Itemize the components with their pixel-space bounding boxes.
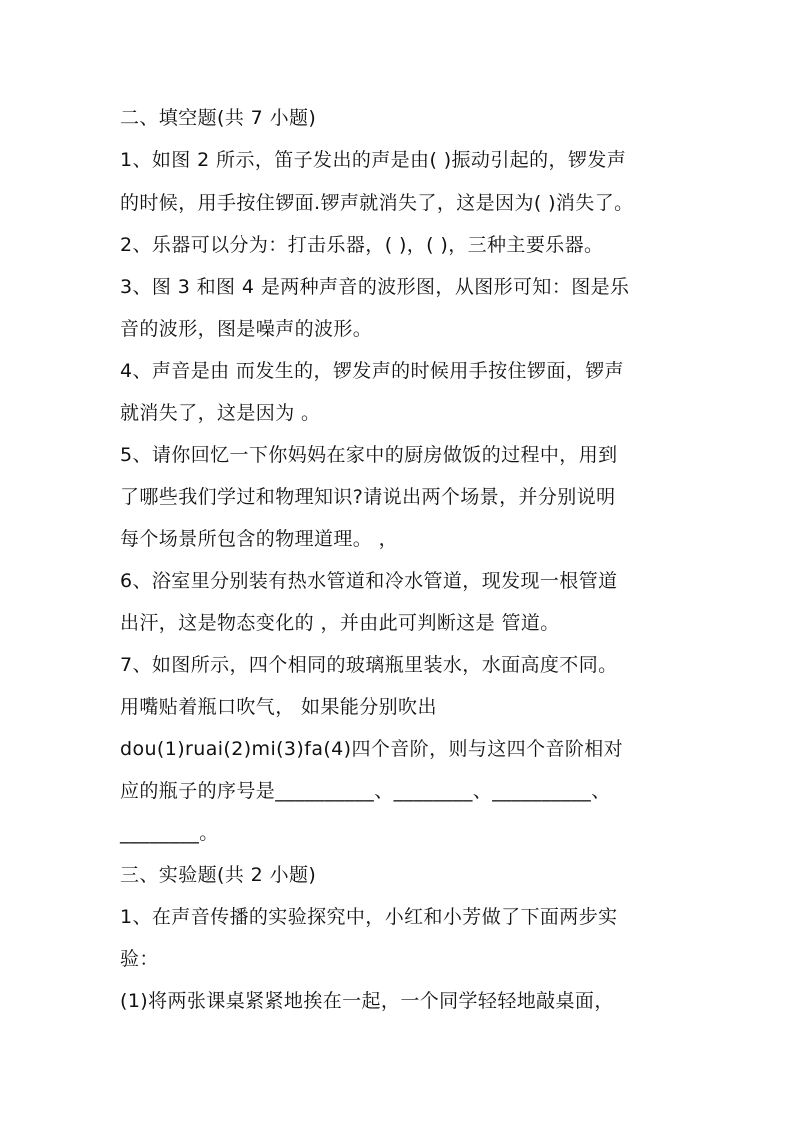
question-7-line-3: dou(1)ruai(2)mi(3)fa(4)四个音阶，则与这四个音阶相对 <box>120 738 624 760</box>
question-7-line-1: 7、如图所示，四个相同的玻璃瓶里装水，水面高度不同。 <box>120 654 618 676</box>
experiment-1-line-2: 验： <box>120 948 159 970</box>
question-3-line-2: 音的波形，图是噪声的波形。 <box>120 318 373 340</box>
experiment-1-line-3: (1)将两张课桌紧紧地挨在一起，一个同学轻轻地敲桌面， <box>120 990 614 1012</box>
question-5-line-1: 5、请你回忆一下你妈妈在家中的厨房做饭的过程中，用到 <box>120 444 618 466</box>
question-7-line-4: 应的瓶子的序号是__________、________、__________、 <box>120 780 611 802</box>
question-1-line-2: 的时候，用手按住锣面.锣声就消失了，这是因为( )消失了。 <box>120 192 634 214</box>
question-7-line-5: ________。 <box>120 822 219 844</box>
question-2-line-1: 2、乐器可以分为：打击乐器，( )，( )，三种主要乐器。 <box>120 234 604 256</box>
question-3-line-1: 3、图 3 和图 4 是两种声音的波形图，从图形可知：图是乐 <box>120 276 630 298</box>
section-heading-experiment: 三、实验题(共 2 小题) <box>120 864 317 886</box>
question-6-line-2: 出汗，这是物态变化的 ，并由此可判断这是 管道。 <box>120 612 560 634</box>
question-6-line-1: 6、浴室里分别装有热水管道和冷水管道，现发现一根管道 <box>120 570 618 592</box>
question-5-line-2: 了哪些我们学过和物理知识?请说出两个场景，并分别说明 <box>120 486 616 508</box>
question-4-line-1: 4、声音是由 而发生的，锣发声的时候用手按住锣面，锣声 <box>120 360 624 382</box>
experiment-1-line-1: 1、在声音传播的实验探究中，小红和小芳做了下面两步实 <box>120 906 618 928</box>
question-4-line-2: 就消失了，这是因为 。 <box>120 402 321 424</box>
question-5-line-3: 每个场景所包含的物理道理。 ， <box>120 528 399 550</box>
section-heading-fill-in-blank: 二、填空题(共 7 小题) <box>120 107 317 129</box>
question-7-line-2: 用嘴贴着瓶口吹气， 如果能分别吹出 <box>120 696 437 718</box>
question-1-line-1: 1、如图 2 所示，笛子发出的声是由( )振动引起的，锣发声 <box>120 149 627 171</box>
